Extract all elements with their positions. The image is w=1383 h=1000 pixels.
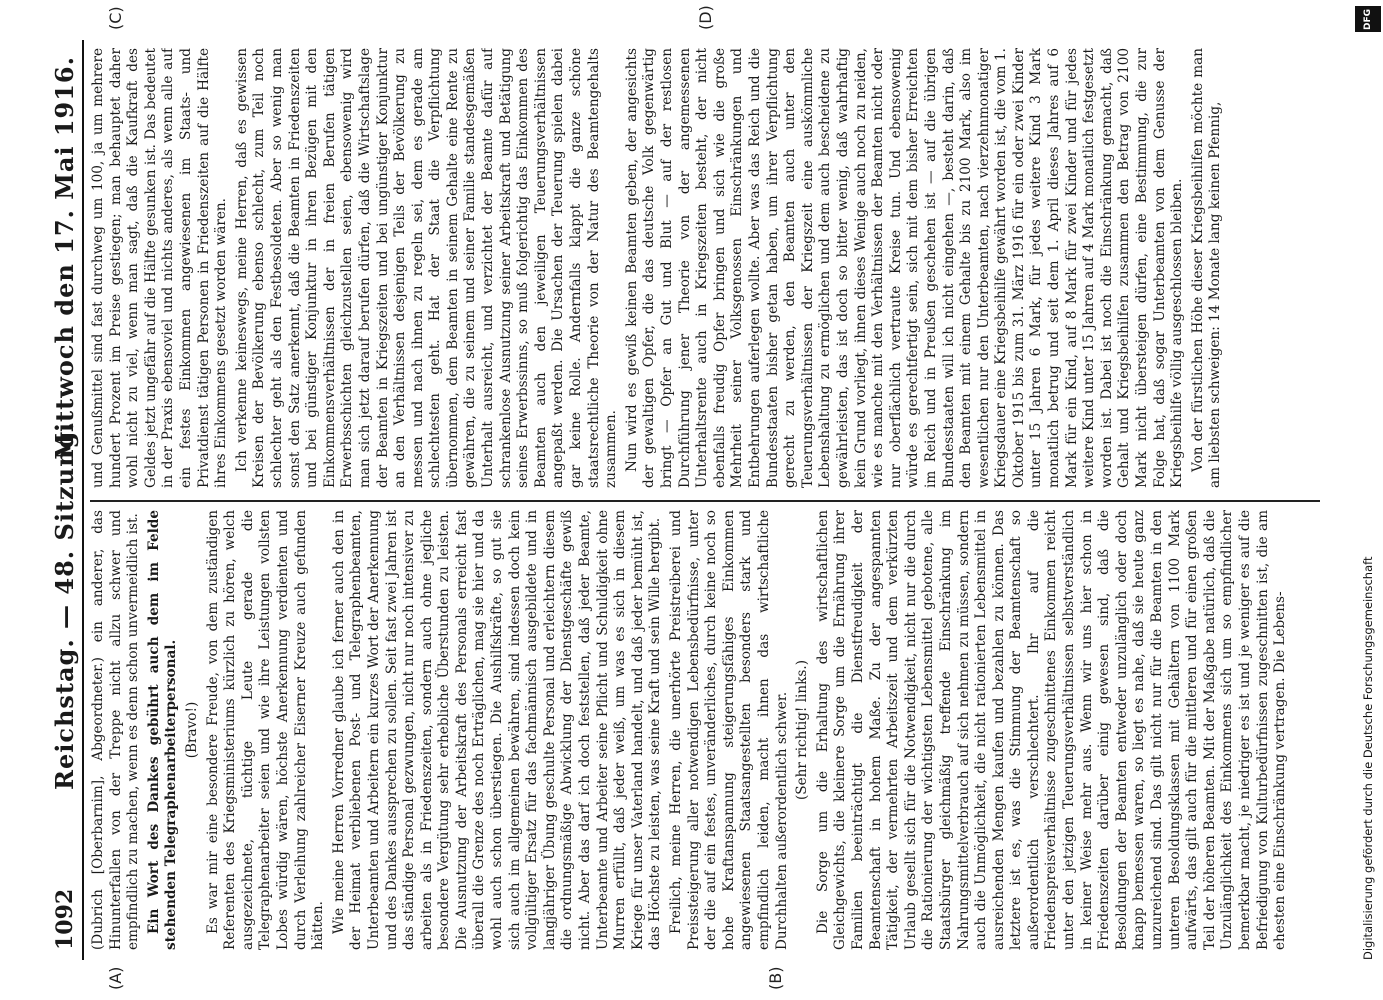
left-column (90, 510, 1320, 950)
margin-marker-b: (B) (766, 966, 785, 990)
paragraph: und Genußmittel sind fast durchweg um 100, ja um mehrere hundert Prozent im Preise gestiegen; man behauptet daher wohl nicht zu viel, wenn man sagt, daß die Kaufkraft des Geldes jetzt ungefähr auf die Hälfte gesunken ist. Das bedeutet in der Praxis ebensoviel und nichts anderes, als wenn alle auf ein festes Einkommen angewiesenen im Staats- und Privatdienst tätigen Personen in Friedenszeiten auf die Hälfte ihres Einkommens gesetzt worden wären. (90, 48, 230, 488)
paragraph: Wie meine Herren Vorredner glaube ich ferner auch den in der Heimat verbliebenen Post- und Telegraphenbeamten, Unterbeamten und Arbeitern ein kurzes Wort der Anerkennung und des Dankes aussprechen zu sollen. Seit fast zwei Jahren ist das ständige Personal gezwungen, nicht nur noch intensiver zu arbeiten als in Friedenszeiten, sondern auch ohne jegliche besondere Vergütung sehr erhebliche Überstunden zu leisten. Die Ausnutzung der Arbeitskraft des Personals erreicht fast überall die Grenze des noch Erträglichen, mag sie hier und da wohl auch schon überstiegen. Die Aushilfskräfte, so gut sie sich auch im allgemeinen bewähren, sind indessen doch kein vollgültiger Ersatz für das fachmännisch ausgebildete und in langjähriger Übung geschulte Personal und erleichtern diesem die ordnungsmäßige Abwicklung der Dienstgeschäfte gewiß nicht. Aber das darf ich doch feststellen, daß jeder Beamte, Unterbeamte und Arbeiter seine Pflicht und Schuldigkeit ohne Murren erfüllt, daß jeder weiß, um was es sich in diesem Kriege für unser Vaterland handelt, und daß jeder bemüht ist, das Höchste zu leisten, was seine Kraft und sein Wille hergibt. (330, 510, 664, 950)
dfg-logo: DFG (1355, 6, 1381, 32)
funder-note: Digitalisierung gefördert durch die Deutsche Forschungsgemeinschaft (1361, 556, 1375, 960)
paragraph: Freilich, meine Herren, die unerhörte Preistreiberei und Preissteigerung aller notwendigen Lebensbedürfnisse, unter der die auf ein festes, unveränderliches, durch keine noch so hohe Kraftanspannung steigerungsfähiges Einkommen angewiesenen Staatsangestellten besonders stark und empfindlich leiden, macht ihnen das wirtschaftliche Durchhalten außerordentlich schwer. (668, 510, 790, 950)
paragraph: Die Sorge um die Erhaltung des wirtschaftlichen Gleichgewichts, die kleinere Sorge um die Ernährung ihrer Familien beeinträchtigt die Dienstfreudigkeit der Beamtenschaft in hohem Maße. Zu der angespannten Tätigkeit, der vermehrten Arbeitszeit und dem verkürzten Urlaub gesellt sich für die Notwendigkeit, nicht nur die durch die Rationierung der wichtigsten Lebensmittel gebotene, alle Staatsbürger gleichmäßig treffende Einschränkung im Nahrungsmittelverbrauch auf sich nehmen zu müssen, sondern auch die Unmöglichkeit, die nicht rationierten Lebensmittel in ausreichenden Mengen kaufen und bezahlen zu können. Das letztere ist es, was die Stimmung der Beamtenschaft so außerordentlich verschlechtert. Ihr auf die Friedenspreisverhältnisse zugeschnittenes Einkommen reicht unter den jetzigen Teuerungsverhältnissen selbstverständlich in keiner Weise mehr aus. Wenn wir uns hier schon in Friedenszeiten darüber einig gewesen sind, daß die Besoldungen der Beamten entweder unzulänglich oder doch knapp bemessen waren, so liegt es nahe, daß sie heute ganz unzureichend sind. Das gilt nicht nur für die Beamten in den unteren Besoldungsklassen mit Gehältern von 1100 Mark aufwärts, das gilt auch für die mittleren und für einen großen Teil der höheren Beamten. Mit der Maßgabe natürlich, daß die Unzulänglichkeit des Einkommens sich um so empfindlicher bemerkbar macht, je niedriger es ist und je weniger es auf die Befriedigung von Kulturbedürfnissen zugeschnitten ist, die am ehesten eine Einschränkung vertragen. Die Lebens- (814, 510, 1289, 950)
margin-marker-c: (C) (106, 6, 125, 30)
paragraph: Ein Wort des Dankes gebührt auch dem im Felde stehenden Telegraphenarbeiterpersonal. (145, 510, 180, 950)
newspaper-page (46, 5, 1336, 990)
right-column (90, 48, 1320, 488)
paragraph: Nun wird es gewiß keinen Beamten geben, der angesichts der gewaltigen Opfer, die das deutsche Volk gegenwärtig bringt — Opfer an Gut und Blut — auf der restlosen Durchführung jener Theorie von der angemessenen Unterhaltsrente auch in Kriegszeiten besteht, der nicht ebenfalls freudig Opfer bringen und sich wie die große Mehrheit seiner Volksgenossen Einschränkungen und Entbehrungen auferlegen wollte. Aber was das Reich und die Bundesstaaten bisher getan haben, um ihrer Verpflichtung gerecht zu werden, den Beamten auch unter den Teuerungsverhältnissen der Kriegszeit eine auskömmliche Lebenshaltung zu ermöglichen und dem auch bescheidene zu gewährleisten, das ist doch so bitter wenig, daß wahrhaftig kein Grund vorliegt, ihnen dieses Wenige auch noch zu neiden, wie es manche mit den Verhältnissen der Beamten nicht oder nur oberflächlich vertraute Kreise tun. Und ebensowenig würde es gerechtfertigt sein, sich mit dem bisher Erreichten im Reich und in Preußen geschehen ist — auf die übrigen Bundesstaaten will ich nicht eingehen —, besteht darin, daß den Beamten mit einem Gehalte bis zu 2100 Mark, also im wesentlichen nur den Unterbeamten, nach vierzehnmonatiger Kriegsdauer eine Kriegsbeihilfe gewährt worden ist, die vom 1. Oktober 1915 bis zum 31. März 1916 für ein oder zwei Kinder unter 15 Jahren 6 Mark, für jedes weitere Kind 3 Mark monatlich betrug und seit dem 1. April dieses Jahres auf 6 Mark für ein Kind, auf 8 Mark für zwei Kinder und für jedes weitere Kind unter 15 Jahren auf 4 Mark monatlich festgesetzt worden ist. Dabei ist noch die Einschränkung gemacht, daß Gehalt und Kriegsbeihilfen zusammen den Betrag von 2100 Mark nicht übersteigen dürfen, eine Bestimmung, die zur Folge hat, daß sogar Unterbeamten von dem Genusse der Kriegsbeihilfe völlig ausgeschlossen bleiben. (623, 48, 1186, 488)
page-header (46, 40, 84, 960)
paragraph: (Dubrich [Oberbarnim], Abgeordneter.) ein anderer, das Hinunterfallen von der Treppe nicht allzu schwer und empfindlich zu machen, wenn es denn schon unvermeidlich ist. (90, 510, 142, 950)
column-divider (90, 500, 1320, 502)
paragraph: Ich verkenne keineswegs, meine Herren, daß es gewissen Kreisen der Bevölkerung ebenso schlecht, zum Teil noch schlechter geht als den Festbesoldeten. Aber so wenig man sonst den Satz anerkennt, daß die Beamten in Friedenszeiten und bei günstiger Konjunktur in ihren Bezügen mit den Einkommensverhältnissen der in freien Berufen tätigen Erwerbsschichten gleichzustellen seien, ebensowenig wird man sich jetzt darauf berufen dürfen, daß die Wirtschaftslage der Beamten in Kriegszeiten und bei ungünstiger Konjunktur an den Verhältnissen desjenigen Teils der Bevölkerung zu messen und nach ihnen zu regeln sei, dem es gerade am schlechtesten geht. Hat der Staat die Verpflichtung übernommen, dem Beamten in seinem Gehalte eine Rente zu gewähren, die zu seinem und seiner Familie standesgemäßen Unterhalt ausreicht, und verzichtet der Beamte dafür auf schrankenlose Ausnutzung seiner Arbeitskraft und Betätigung seines Erwerbssinns, so muß folgerichtig das Einkommen des Beamten auch den jeweiligen Teuerungsverhältnissen angepaßt werden. Die Ursachen der Teuerung spielen dabei gar keine Rolle. Andernfalls klappt die ganze schöne staatsrechtliche Theorie von der Natur des Beamtengehalts zusammen. (233, 48, 620, 488)
margin-marker-d: (D) (696, 5, 715, 30)
paragraph: Von der fürstlichen Höhe dieser Kriegsbeihilfen möchte man am liebsten schweigen: 14 Monate lang keinen Pfennig, (1189, 48, 1224, 488)
page-number: 1092 (52, 888, 78, 950)
session-title: Reichstag. — 48. Sitzung. (50, 421, 79, 790)
paragraph: Es war mir eine besondere Freude, von dem zuständigen Referenten des Kriegsministeriums kürzlich zu hören, welch ausgezeichnete, tüchtige Leute gerade die Telegraphenarbeiter seien und wie ihre Leistungen vollsten Lobes würdig wären, höchste Anerkennung verdienten und durch Verleihung zahlreicher Eiserner Kreuze auch gefunden hätten. (204, 510, 327, 950)
interjection: (Bravo!) (183, 701, 200, 759)
session-date: Mittwoch den 17. Mai 1916. (50, 56, 79, 460)
margin-marker-a: (A) (106, 966, 125, 990)
interjection: (Sehr richtig! links.) (794, 659, 811, 801)
